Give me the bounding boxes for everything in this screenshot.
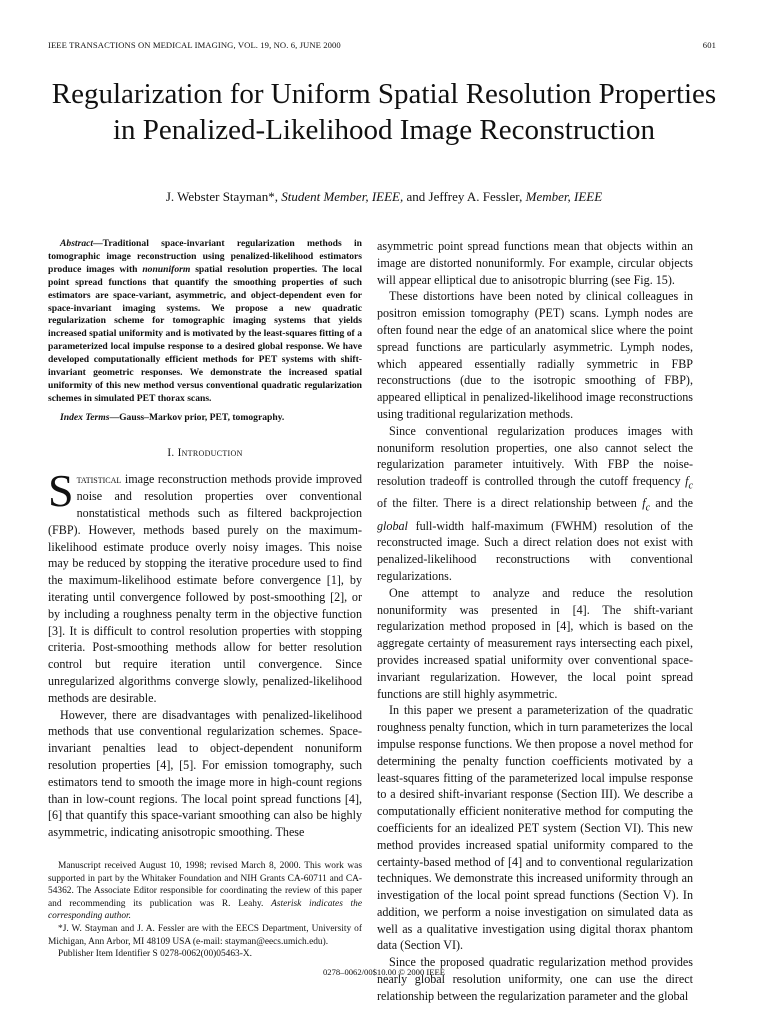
fc-symbol-sub: c: [688, 480, 693, 492]
copyright-footer: 0278–0062/00$10.00 © 2000 IEEE: [322, 967, 446, 977]
intro-first-word: tatistical: [76, 472, 122, 487]
right-paragraph-4: One attempt to analyze and reduce the resolution nonuniformity was presented in [4]. The shift-variant regularization method proposed in [4], which is based on the aggregate certainty of measurement rays intersecting each pixel, provides increased spatial uniformity over conventional space-invariant regularization. However, the local point spread functions are still highly asymmetric.: [377, 585, 693, 701]
intro-paragraph-1: [48, 465, 362, 706]
index-terms-text: —Gauss–Markov prior, PET, tomography.: [109, 411, 285, 423]
section-numeral: I.: [167, 446, 175, 459]
abstract-lead: Abstract: [60, 238, 94, 249]
right-paragraph-5: In this paper we present a parameterization of the quadratic roughness penalty function, which in turn parameterizes the local impulse response functions. We then propose a novel method for determining the penalty function coefficients motivated by a least-squares fitting of the parameterized local impulse response to a desired shift-invariant response (Section III). We describe a computationally efficient noniterative method for computing the coefficients for an idealized PET system (Section VI). This new method provides increased spatial uniformity compared to the certainty-based method of [4] and to conventional regularization techniques. We demonstrate this increased uniformity through an investigation of the local point spread functions (Section V). In addition, we perform a noise investigation on simulated data as well as a qualitative investigation using digital thorax phantom data (Section VI).: [377, 703, 694, 953]
drop-cap: S: [48, 465, 74, 517]
right-paragraph-3: [377, 423, 693, 585]
section-title: Introduction: [177, 446, 243, 459]
section-heading-introduction: [48, 445, 362, 462]
abstract-text-1: —Traditional space-invariant regularization methods in tomographic image reconstruction using penalized-likelihood estimators produce images with: [48, 238, 362, 275]
cutoff-frequency-symbol-2: [642, 496, 651, 514]
left-column: [48, 238, 362, 841]
paper-title: Regularization for Uniform Spatial Resolution Properties in Penalized-Likelihood Image Reconstruction: [51, 78, 717, 146]
global-emphasis: global: [377, 518, 408, 533]
author-2: Jeffrey A. Fessler,: [428, 189, 523, 204]
right-paragraph-2: These distortions have been noted by clinical colleagues in positron emission tomography (PET) scans. Lymph nodes are often found near the edge of an anatomical slice where the point spread functions are particularly asymmetric. Lymph nodes, which appeared essentially radially symmetric in FBP reconstructions (due to the isotropic smoothing of FBP), appeared elliptical in penalized-likelihood image reconstructions using traditional regularization methods.: [377, 289, 693, 421]
journal-name: IEEE TRANSACTIONS ON MEDICAL IMAGING, VOL. 19, NO. 6, JUNE 2000: [48, 40, 341, 50]
fc-symbol-f-2: f: [642, 496, 646, 511]
abstract-emphasis: nonuniform: [142, 263, 191, 275]
author-1: J. Webster Stayman*,: [165, 189, 278, 204]
right-paragraph-6: Since the proposed quadratic regularization method provides nearly global resolution uniformity, one can use the direct relationship between the regularization parameter and the global: [377, 955, 693, 1003]
footnote-asterisk-note: Asterisk indicates the corresponding author.: [48, 898, 363, 922]
index-terms: [48, 412, 362, 425]
running-head: [48, 40, 716, 50]
footnote-affiliation: *J. W. Stayman and J. A. Fessler are with the EECS Department, University of Michigan, Ann Arbor, MI 48109 USA (e-mail: stayman@eecs.umich.edu).: [48, 923, 362, 947]
right-column: [377, 238, 693, 1005]
footnote-manuscript-text: Manuscript received August 10, 1998; revised March 8, 2000. This work was supported in part by the Whitaker Foundation and NIH Grants CA-60711 and CA-54362. The Associate Editor responsible for coordinating the review of this paper and recommending its publication was R. Leahy.: [48, 861, 362, 909]
fc-symbol-f: f: [685, 474, 689, 489]
author-line: [40, 189, 728, 205]
author-conjunction: and: [406, 189, 426, 204]
index-terms-lead: Index Terms: [60, 411, 110, 423]
right-paragraph-3-text-c: and the: [655, 496, 693, 511]
footnote-manuscript: [48, 860, 362, 923]
author-2-role: Member, IEEE: [525, 189, 603, 204]
right-paragraph-3-text-d: full-width half-maximum (FWHM) resolution of the reconstructed image. Such a direct relation does not exist with penalized-likelihood reconstructions with conventional regularizations.: [377, 518, 693, 583]
footnote-publisher-id: Publisher Item Identifier S 0278-0062(00)05463-X.: [58, 949, 252, 960]
right-paragraph-1: asymmetric point spread functions mean that objects within an image are distorted nonuniformly. For example, circular objects will appear elliptical due to anisotropic blurring (see Fig. 15).: [377, 239, 693, 287]
fc-symbol-sub-2: c: [645, 502, 651, 514]
intro-paragraph-1-text: image reconstruction methods provide improved noise and resolution properties over conventional nonstatistical methods such as filtered backprojection (FBP). However, methods based purely on the maximum-likelihood estimate produce overly noisy images. This noise may be reduced by stopping the iterative procedure used to find the maximum-likelihood estimate before convergence [1], by iterating until convergence followed by post-smoothing [2], or by including a roughness penalty term in the objective function [3]. It is difficult to control resolution properties with stopping criteria. Post-smoothing methods allow for better resolution control but require iteration until convergence. Since unregularized algorithms converge slowly, penalized-likelihood methods are desirable.: [48, 472, 362, 705]
footnotes: [48, 860, 362, 961]
author-1-role: Student Member, IEEE,: [281, 189, 404, 204]
page-number: 601: [702, 40, 716, 50]
cutoff-frequency-symbol: [685, 474, 693, 492]
right-paragraph-3-text-b: of the filter. There is a direct relationship between: [377, 496, 637, 511]
intro-paragraph-2: However, there are disadvantages with penalized-likelihood methods that use conventional regularization schemes. Space-invariant penalties lead to object-dependent nonuniform resolution properties [4], [5]. For emission tomography, such estimators tend to smooth the image more in high-count regions than in low-count regions. The local point spread functions [4], [6] that quantify this space-variant smoothing can also be highly asymmetric, indicating anisotropic smoothing. These: [48, 707, 362, 840]
abstract-text-2: spatial resolution properties. The local point spread functions that quantify the smoothing properties of such estimators are space-variant, asymmetric, and object-dependent even for space-invariant imaging systems. We propose a new quadratic regularization scheme for tomographic imaging systems that yields increased spatial uniformity and is motivated by the least-squares fitting of a parameterized local impulse response to a desired global response. We have developed computationally efficient methods for PET systems with shift-invariant geometric responses. We demonstrate the increased spatial uniformity of this new method versus conventional quadratic regularization schemes in simulated PET thorax scans.: [48, 263, 362, 404]
abstract: [48, 238, 362, 406]
right-paragraph-3-text-a: Since conventional regularization produces images with nonuniform resolution properties, one also cannot select the regularization parameter intuitively. With FBP the noise-resolution tradeoff is controlled through the cutoff frequency: [377, 423, 693, 489]
